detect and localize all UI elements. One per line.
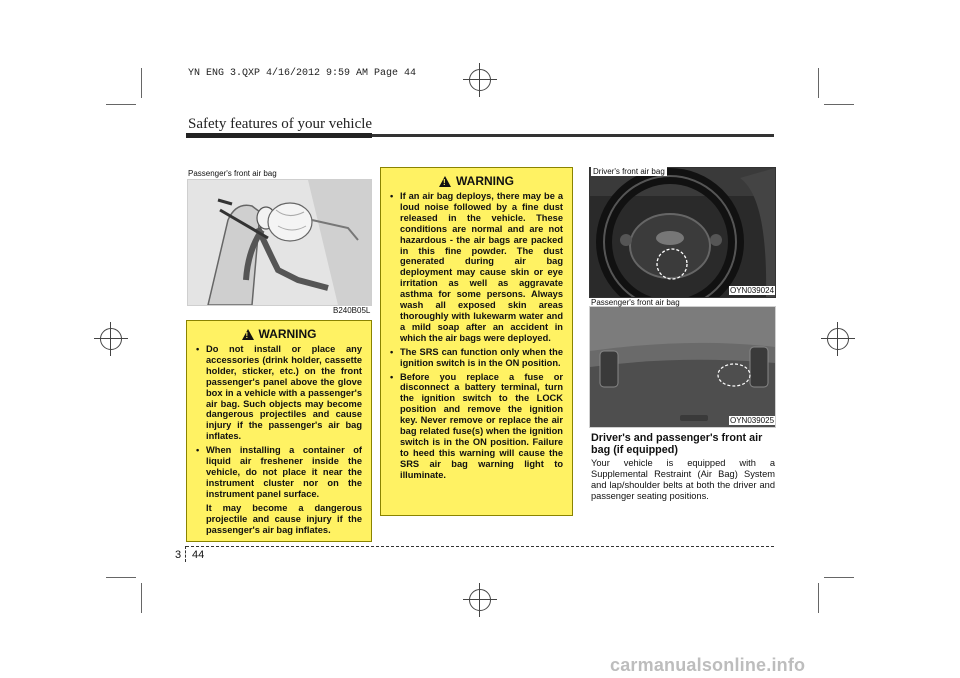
warning-header (196, 327, 362, 341)
warning-triangle-icon: ! (242, 329, 254, 340)
warning-title: WARNING (456, 174, 514, 188)
title-rule (186, 134, 774, 137)
registration-mark-right (821, 322, 855, 356)
warning-item: • If an air bag deploys, there may be a loud noise followed by a fine dust released in the vehicle. These conditions are normal and are not hazardous - the air bags are packed in this fine powder. The dust generated during air bag deployment may cause skin or eye irritation as well as aggravate asthma for some persons. Always wash all exposed skin areas thoroughly with lukewarm water and a mild soap after an accident in which the air bags were deployed. (390, 191, 563, 344)
page-number: 44 (192, 549, 205, 561)
chapter-number: 3 (175, 549, 182, 561)
warning-item: • The SRS can function only when the ignition switch is in the ON position. (390, 347, 563, 369)
registration-mark-left (94, 322, 128, 356)
crop-mark (106, 104, 136, 105)
figure-caption-right-bottom: Passenger's front air bag (591, 298, 680, 307)
warning-list (390, 191, 563, 481)
driver-airbag-photo (589, 167, 776, 298)
figure-code-right-bottom: OYN039025 (730, 416, 775, 425)
warning-item: • Before you replace a fuse or disconnect a battery terminal, turn the ignition switch to the LOCK position and remove the ignition key. Never remove or replace the air bag related fuse(s) when the ignition switch is in the ON position. Failure to heed this warning will cause the SRS air bag warning light to illuminate. (390, 372, 563, 481)
figure-caption-left: Passenger's front air bag (188, 169, 277, 178)
crop-mark (141, 583, 142, 613)
warning-box-middle (380, 167, 573, 516)
crop-mark (818, 583, 819, 613)
warning-box-left (186, 320, 372, 542)
footer-rule (186, 546, 774, 547)
warning-extra: It may become a dangerous projectile and cause injury if the passenger's air bag inflates. (206, 502, 362, 535)
registration-mark-bottom (463, 583, 497, 617)
warning-title: WARNING (258, 327, 317, 341)
warning-item: • When installing a container of liquid air freshener inside the vehicle, do not place it near the instrument cluster nor on the instrument panel surface. (196, 445, 362, 500)
passenger-airbag-illustration (187, 179, 372, 306)
crop-mark (141, 68, 142, 98)
crop-mark (824, 104, 854, 105)
warning-item: • Do not install or place any accessories (drink holder, cassette holder, sticker, etc.) on the front passenger's panel above the glove box in a vehicle with a passenger's air bag. Such objects may become dangerous projectiles and cause injury if the passenger's air bag inflates. (196, 344, 362, 442)
watermark-text: carmanualsonline.info (610, 655, 806, 675)
figure-caption-right-top: Driver's front air bag (593, 167, 665, 176)
passenger-airbag-photo (589, 306, 776, 428)
registration-mark-top (463, 63, 497, 97)
warning-header (390, 174, 563, 188)
section-body: Your vehicle is equipped with a Supplemental Restraint (Air Bag) System and lap/shoulder belts at both the driver and passenger seating positions. (591, 458, 775, 501)
figure-code-left: B240B05L (333, 306, 371, 315)
crop-mark (824, 577, 854, 578)
footer-divider (185, 546, 186, 562)
crop-mark (818, 68, 819, 98)
section-heading: Driver's and passenger's front air bag (if equipped) (591, 432, 763, 456)
figure-code-right-top: OYN039024 (730, 286, 775, 295)
warning-list (196, 344, 362, 500)
crop-mark (106, 577, 136, 578)
section-title: Safety features of your vehicle (188, 116, 373, 132)
print-slug: YN ENG 3.QXP 4/16/2012 9:59 AM Page 44 (188, 68, 417, 79)
warning-triangle-icon: ! (439, 176, 451, 187)
